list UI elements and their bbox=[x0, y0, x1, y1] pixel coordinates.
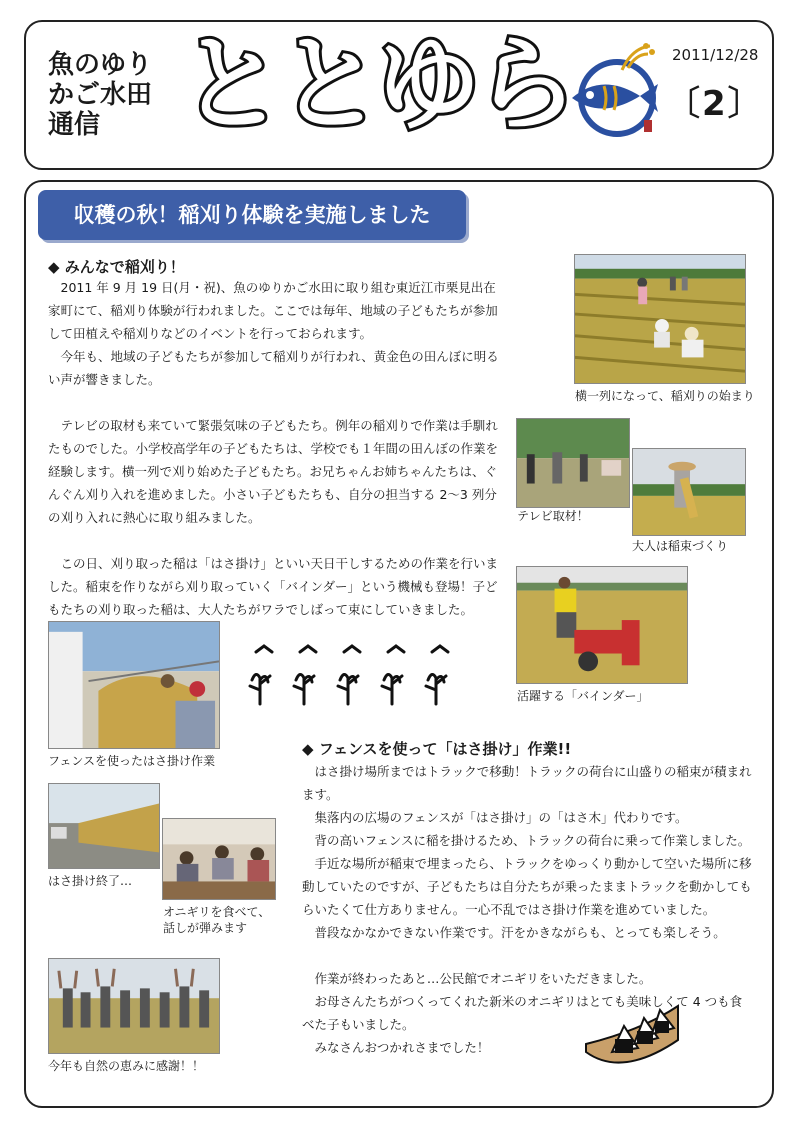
photo-caption: はさ掛け終了… bbox=[48, 874, 133, 888]
subtitle-line: 通信 bbox=[48, 110, 101, 140]
photo-bundling bbox=[632, 448, 746, 536]
subtitle-line: かご水田 bbox=[48, 80, 153, 110]
caption-line: 話しが弾みます bbox=[163, 921, 248, 935]
photo-caption: フェンスを使ったはさ掛け作業 bbox=[48, 754, 216, 768]
paragraph: 2011 年 9 月 19 日(月・祝)、魚のゆりかご水田に取り組む東近江市栗見出在家町にて、稲刈り体験が行われました。ここでは毎年、地域の子どもたちが参加して田植えや稲刈りなどのイベントを行っておられます。 bbox=[48, 280, 498, 341]
onigiri-icon bbox=[582, 1000, 682, 1076]
paragraph: 手近な場所が稲束で埋まったら、トラックをゆっくり動かして空いた場所に移動していたのですが、子どもたちは自分たちが乗ったままトラックを動かしてもらいたくて仕方ありません。一心不乱ではさ掛け作業を進めていました。 bbox=[302, 856, 752, 917]
subtitle-line: 魚のゆり bbox=[48, 50, 153, 80]
photo-binder bbox=[516, 566, 688, 684]
paragraph: はさ掛け場所まではトラックで移動！トラックの荷台に山盛りの稲束が積まれます。 bbox=[302, 764, 752, 802]
photo-tv-crew bbox=[516, 418, 630, 508]
photo-fence-hasagake bbox=[48, 621, 220, 749]
article-banner: 収穫の秋！稲刈り体験を実施しました bbox=[38, 190, 466, 240]
photo-caption: 今年も自然の恵みに感謝！！ bbox=[48, 1059, 205, 1073]
paragraph: テレビの取材も来ていて緊張気味の子どもたち。例年の稲刈りで作業は手馴れたものでした。小学校高学年の子どもたちは、学校でも１年間の田んぼの作業を経験します。横一列で刈り始めた子どもたち。お兄ちゃんお姉ちゃんたちは、ぐんぐん刈り入れを進めました。小さい子どもたちも、自分の担当する 2～3 列分の刈り入れに熱心に取り組みました。 bbox=[48, 418, 499, 525]
paragraph: 普段なかなかできない作業です。汗をかきながらも、とっても楽しそう。 bbox=[314, 925, 726, 940]
paragraph: 集落内の広場のフェンスが「はさ掛け」の「はさ木」代わりです。 bbox=[314, 810, 688, 825]
section-body bbox=[302, 760, 754, 1059]
newsletter-title: ととゆら bbox=[180, 23, 573, 145]
photo-caption: 大人は稲束づくり bbox=[632, 539, 729, 553]
caption-line: オニギリを食べて、 bbox=[163, 905, 271, 919]
paragraph: この日、刈り取った稲は「はさ掛け」といい天日干しするための作業を行いました。稲束を作りながら刈り取っていく「バインダー」という機械も登場！子どもたちの刈り取った稲は、大人たちがワラでしばって束にしていきました。 bbox=[48, 556, 499, 617]
photo-caption bbox=[163, 904, 270, 936]
paragraph: みなさんおつかれさまでした！ bbox=[314, 1040, 490, 1055]
paragraph: 作業が終わったあと…公民館でオニギリをいただきました。 bbox=[314, 971, 652, 986]
paragraph: 背の高いフェンスに稲を掛けるため、トラックの荷台に乗って作業しました。 bbox=[314, 833, 751, 848]
issue-number: 〔2〕 bbox=[666, 84, 764, 124]
paragraph: お母さんたちがつくってくれた新米のオニギリはとても美味しくて 4 つも食べた子もいました。 bbox=[302, 994, 743, 1032]
photo-caption: 横一列になって、稲刈りの始まり bbox=[575, 389, 755, 403]
photo-hasagake-done bbox=[48, 783, 160, 869]
photo-group-cheer bbox=[48, 958, 220, 1054]
photo-caption: テレビ取材！ bbox=[517, 509, 589, 523]
masthead-subtitle bbox=[48, 50, 152, 140]
paragraph: 今年も、地域の子どもたちが参加して稲刈りが行われ、黄金色の田んぼに明るい声が響きました。 bbox=[48, 349, 499, 387]
photo-caption: 活躍する「バインダー」 bbox=[517, 689, 649, 703]
section-heading: ◆ フェンスを使って「はさ掛け」作業!! bbox=[302, 740, 572, 758]
fish-logo-icon bbox=[562, 40, 662, 140]
issue-date: 2011/12/28 bbox=[672, 46, 759, 64]
photo-onigiri-lunch bbox=[162, 818, 276, 900]
section-body bbox=[48, 276, 500, 621]
birds-over-rice-icon bbox=[246, 640, 458, 706]
section-heading: ◆ みんなで稲刈り！ bbox=[48, 258, 185, 276]
photo-harvest-row bbox=[574, 254, 746, 384]
